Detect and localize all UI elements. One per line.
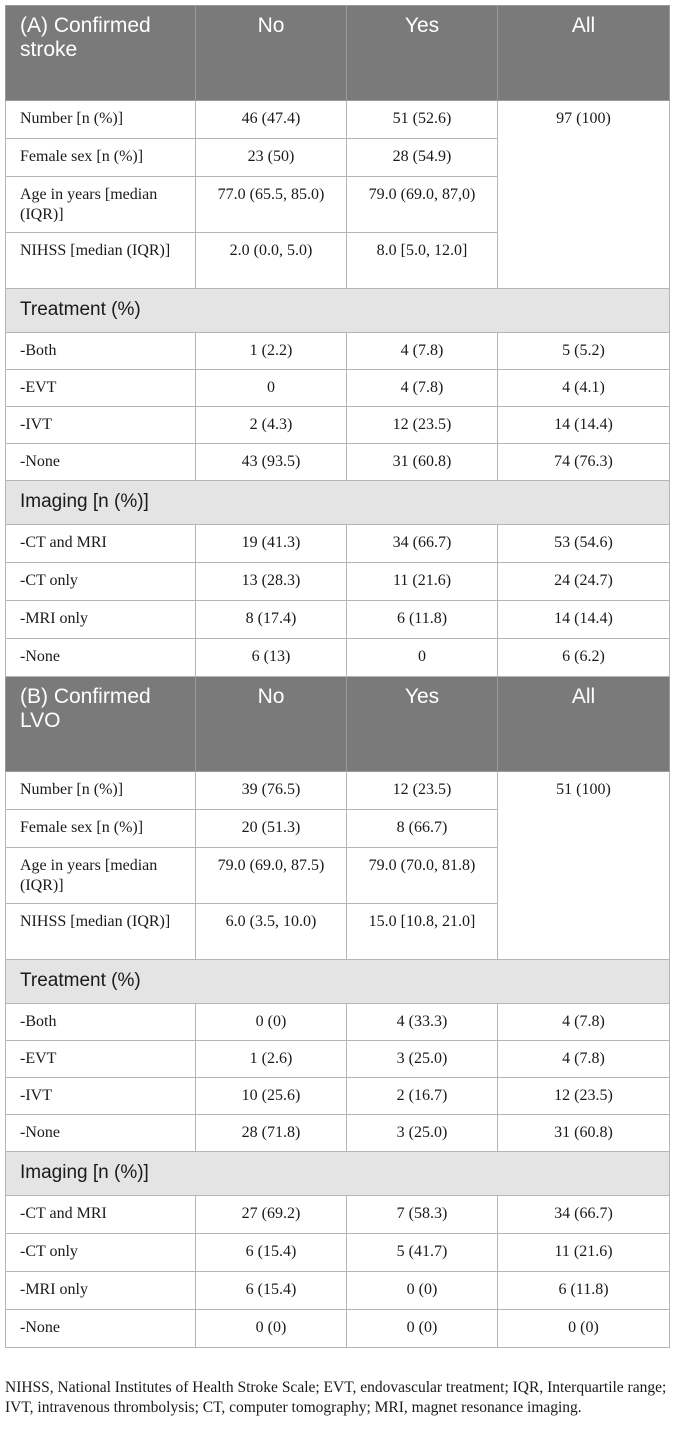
table-b-title: (B) Confirmed LVO — [6, 677, 196, 772]
table-row — [6, 370, 670, 407]
cell-no: 6 (15.4) — [196, 1234, 347, 1272]
row-label: -None — [6, 444, 196, 481]
cell-no: 6 (15.4) — [196, 1272, 347, 1310]
cell-no: 23 (50) — [196, 139, 347, 177]
row-label: Number [n (%)] — [6, 772, 196, 810]
table-b-header-row — [6, 677, 670, 772]
cell-no: 20 (51.3) — [196, 810, 347, 848]
cell-yes: 0 (0) — [347, 1310, 498, 1348]
cell-all: 14 (14.4) — [498, 601, 670, 639]
row-label: -CT only — [6, 1234, 196, 1272]
cell-no: 2 (4.3) — [196, 407, 347, 444]
table-row — [6, 333, 670, 370]
section-title: Imaging [n (%)] — [6, 1152, 670, 1196]
cell-yes: 12 (23.5) — [347, 407, 498, 444]
table-footnote: NIHSS, National Institutes of Health Stroke Scale; EVT, endovascular treatment; IQR, Interquartile range; IVT, intravenous thrombolysis; CT, computer tomography; MRI, magnet resonance imaging. — [5, 1379, 667, 1416]
table-row — [6, 525, 670, 563]
cell-no: 1 (2.2) — [196, 333, 347, 370]
section-row-treatment — [6, 289, 670, 333]
cell-all-merged: 97 (100) — [498, 101, 670, 289]
table-row — [6, 772, 670, 810]
table-row — [6, 639, 670, 677]
table-row — [6, 1078, 670, 1115]
cell-yes: 7 (58.3) — [347, 1196, 498, 1234]
cell-no: 0 (0) — [196, 1004, 347, 1041]
table-a-header-row — [6, 6, 670, 101]
row-label: Female sex [n (%)] — [6, 810, 196, 848]
row-label: -IVT — [6, 407, 196, 444]
cell-all: 0 (0) — [498, 1310, 670, 1348]
cell-yes: 31 (60.8) — [347, 444, 498, 481]
cell-all: 74 (76.3) — [498, 444, 670, 481]
cell-all: 53 (54.6) — [498, 525, 670, 563]
cell-yes: 3 (25.0) — [347, 1041, 498, 1078]
section-title: Treatment (%) — [6, 289, 670, 333]
results-table — [5, 5, 670, 1348]
cell-yes: 4 (33.3) — [347, 1004, 498, 1041]
cell-all: 6 (11.8) — [498, 1272, 670, 1310]
table-row — [6, 1004, 670, 1041]
cell-yes: 15.0 [10.8, 21.0] — [347, 904, 498, 960]
row-label: -CT and MRI — [6, 1196, 196, 1234]
table-a-title: (A) Confirmed stroke — [6, 6, 196, 101]
cell-yes: 8.0 [5.0, 12.0] — [347, 233, 498, 289]
cell-yes: 79.0 (70.0, 81.8) — [347, 848, 498, 904]
cell-all: 6 (6.2) — [498, 639, 670, 677]
cell-yes: 6 (11.8) — [347, 601, 498, 639]
col-header-no: No — [196, 6, 347, 101]
table-row — [6, 1234, 670, 1272]
cell-all: 11 (21.6) — [498, 1234, 670, 1272]
cell-all: 24 (24.7) — [498, 563, 670, 601]
cell-yes: 0 — [347, 639, 498, 677]
cell-no: 13 (28.3) — [196, 563, 347, 601]
table-row — [6, 563, 670, 601]
cell-yes: 0 (0) — [347, 1272, 498, 1310]
row-label: -IVT — [6, 1078, 196, 1115]
cell-all: 4 (4.1) — [498, 370, 670, 407]
col-header-all: All — [498, 677, 670, 772]
cell-yes: 34 (66.7) — [347, 525, 498, 563]
cell-no: 77.0 (65.5, 85.0) — [196, 177, 347, 233]
table-row — [6, 601, 670, 639]
cell-all: 4 (7.8) — [498, 1004, 670, 1041]
row-label: -None — [6, 1115, 196, 1152]
cell-yes: 8 (66.7) — [347, 810, 498, 848]
row-label: -EVT — [6, 370, 196, 407]
row-label: -MRI only — [6, 1272, 196, 1310]
cell-no: 39 (76.5) — [196, 772, 347, 810]
section-row-treatment — [6, 960, 670, 1004]
cell-all: 5 (5.2) — [498, 333, 670, 370]
col-header-all: All — [498, 6, 670, 101]
cell-yes: 2 (16.7) — [347, 1078, 498, 1115]
cell-yes: 79.0 (69.0, 87,0) — [347, 177, 498, 233]
cell-yes: 3 (25.0) — [347, 1115, 498, 1152]
cell-no: 79.0 (69.0, 87.5) — [196, 848, 347, 904]
table-row — [6, 1041, 670, 1078]
cell-no: 0 — [196, 370, 347, 407]
table-row — [6, 444, 670, 481]
table-row — [6, 101, 670, 139]
table-row — [6, 1310, 670, 1348]
cell-no: 1 (2.6) — [196, 1041, 347, 1078]
table-row — [6, 1115, 670, 1152]
row-label: Age in years [median (IQR)] — [6, 848, 196, 904]
col-header-no: No — [196, 677, 347, 772]
row-label: Female sex [n (%)] — [6, 139, 196, 177]
row-label: Age in years [median (IQR)] — [6, 177, 196, 233]
row-label: -CT and MRI — [6, 525, 196, 563]
cell-yes: 11 (21.6) — [347, 563, 498, 601]
cell-yes: 4 (7.8) — [347, 370, 498, 407]
cell-no: 0 (0) — [196, 1310, 347, 1348]
row-label: -Both — [6, 1004, 196, 1041]
row-label: Number [n (%)] — [6, 101, 196, 139]
row-label: -MRI only — [6, 601, 196, 639]
row-label: NIHSS [median (IQR)] — [6, 904, 196, 960]
cell-yes: 4 (7.8) — [347, 333, 498, 370]
cell-no: 2.0 (0.0, 5.0) — [196, 233, 347, 289]
cell-yes: 12 (23.5) — [347, 772, 498, 810]
cell-no: 27 (69.2) — [196, 1196, 347, 1234]
section-row-imaging — [6, 1152, 670, 1196]
cell-no: 8 (17.4) — [196, 601, 347, 639]
col-header-yes: Yes — [347, 6, 498, 101]
table-row — [6, 1196, 670, 1234]
row-label: -None — [6, 1310, 196, 1348]
cell-no: 43 (93.5) — [196, 444, 347, 481]
cell-no: 19 (41.3) — [196, 525, 347, 563]
cell-all: 31 (60.8) — [498, 1115, 670, 1152]
row-label: -Both — [6, 333, 196, 370]
cell-all-merged: 51 (100) — [498, 772, 670, 960]
cell-no: 6.0 (3.5, 10.0) — [196, 904, 347, 960]
cell-no: 46 (47.4) — [196, 101, 347, 139]
section-title: Treatment (%) — [6, 960, 670, 1004]
table-row — [6, 1272, 670, 1310]
cell-all: 14 (14.4) — [498, 407, 670, 444]
table-row — [6, 407, 670, 444]
row-label: NIHSS [median (IQR)] — [6, 233, 196, 289]
cell-all: 4 (7.8) — [498, 1041, 670, 1078]
row-label: -CT only — [6, 563, 196, 601]
cell-no: 10 (25.6) — [196, 1078, 347, 1115]
col-header-yes: Yes — [347, 677, 498, 772]
section-row-imaging — [6, 481, 670, 525]
cell-yes: 51 (52.6) — [347, 101, 498, 139]
row-label: -None — [6, 639, 196, 677]
cell-all: 34 (66.7) — [498, 1196, 670, 1234]
cell-yes: 28 (54.9) — [347, 139, 498, 177]
row-label: -EVT — [6, 1041, 196, 1078]
cell-no: 6 (13) — [196, 639, 347, 677]
cell-all: 12 (23.5) — [498, 1078, 670, 1115]
section-title: Imaging [n (%)] — [6, 481, 670, 525]
cell-yes: 5 (41.7) — [347, 1234, 498, 1272]
cell-no: 28 (71.8) — [196, 1115, 347, 1152]
